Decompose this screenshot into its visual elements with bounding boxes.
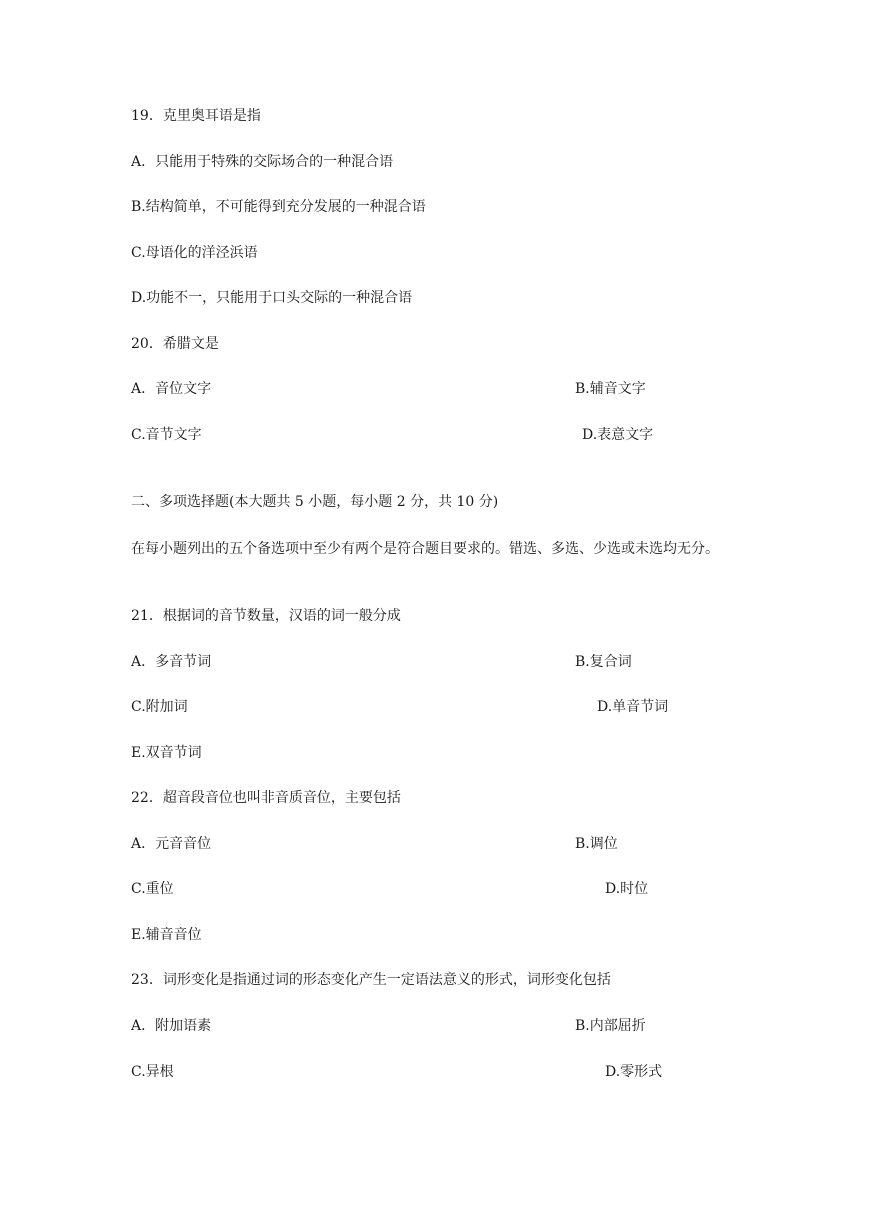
q22-stem: 22．超音段音位也叫非音质音位，主要包括 (131, 790, 401, 806)
q21-option-b: B.复合词 (575, 654, 632, 670)
q19-option-d: D.功能不一，只能用于口头交际的一种混合语 (131, 290, 413, 306)
q20-option-d: D.表意文字 (582, 427, 654, 443)
q21-option-d: D.单音节词 (597, 699, 669, 715)
q21-stem: 21．根据词的音节数量，汉语的词一般分成 (131, 608, 401, 624)
q20-option-a: A．音位文字 (131, 381, 212, 397)
q19-option-c: C.母语化的洋泾浜语 (131, 245, 258, 261)
q22-option-a: A．元音音位 (131, 836, 212, 852)
q23-option-d: D.零形式 (605, 1064, 663, 1080)
q21-option-c: C.附加词 (131, 699, 188, 715)
q19-option-b: B.结构简单，不可能得到充分发展的一种混合语 (131, 199, 426, 215)
q22-option-d: D.时位 (605, 881, 649, 897)
q23-option-c: C.异根 (131, 1064, 174, 1080)
q19-stem: 19．克里奥耳语是指 (131, 108, 261, 124)
q20-option-b: B.辅音文字 (575, 381, 646, 397)
q21-option-a: A．多音节词 (131, 654, 212, 670)
q23-option-b: B.内部屈折 (575, 1018, 646, 1034)
q22-option-c: C.重位 (131, 881, 174, 897)
q20-option-c: C.音节文字 (131, 427, 202, 443)
q20-stem: 20．希腊文是 (131, 336, 219, 352)
section-instruction: 在每小题列出的五个备选项中至少有两个是符合题目要求的。错选、多选、少选或未选均无分。 (131, 541, 719, 557)
q19-option-a: A．只能用于特殊的交际场合的一种混合语 (131, 154, 394, 170)
q21-option-e: E.双音节词 (131, 745, 202, 761)
q22-option-b: B.调位 (575, 836, 618, 852)
section-heading: 二、多项选择题(本大题共 5 小题，每小题 2 分，共 10 分) (131, 494, 499, 510)
q23-option-a: A．附加语素 (131, 1018, 212, 1034)
q22-option-e: E.辅音音位 (131, 927, 202, 943)
q23-stem: 23．词形变化是指通过词的形态变化产生一定语法意义的形式，词形变化包括 (131, 972, 611, 988)
